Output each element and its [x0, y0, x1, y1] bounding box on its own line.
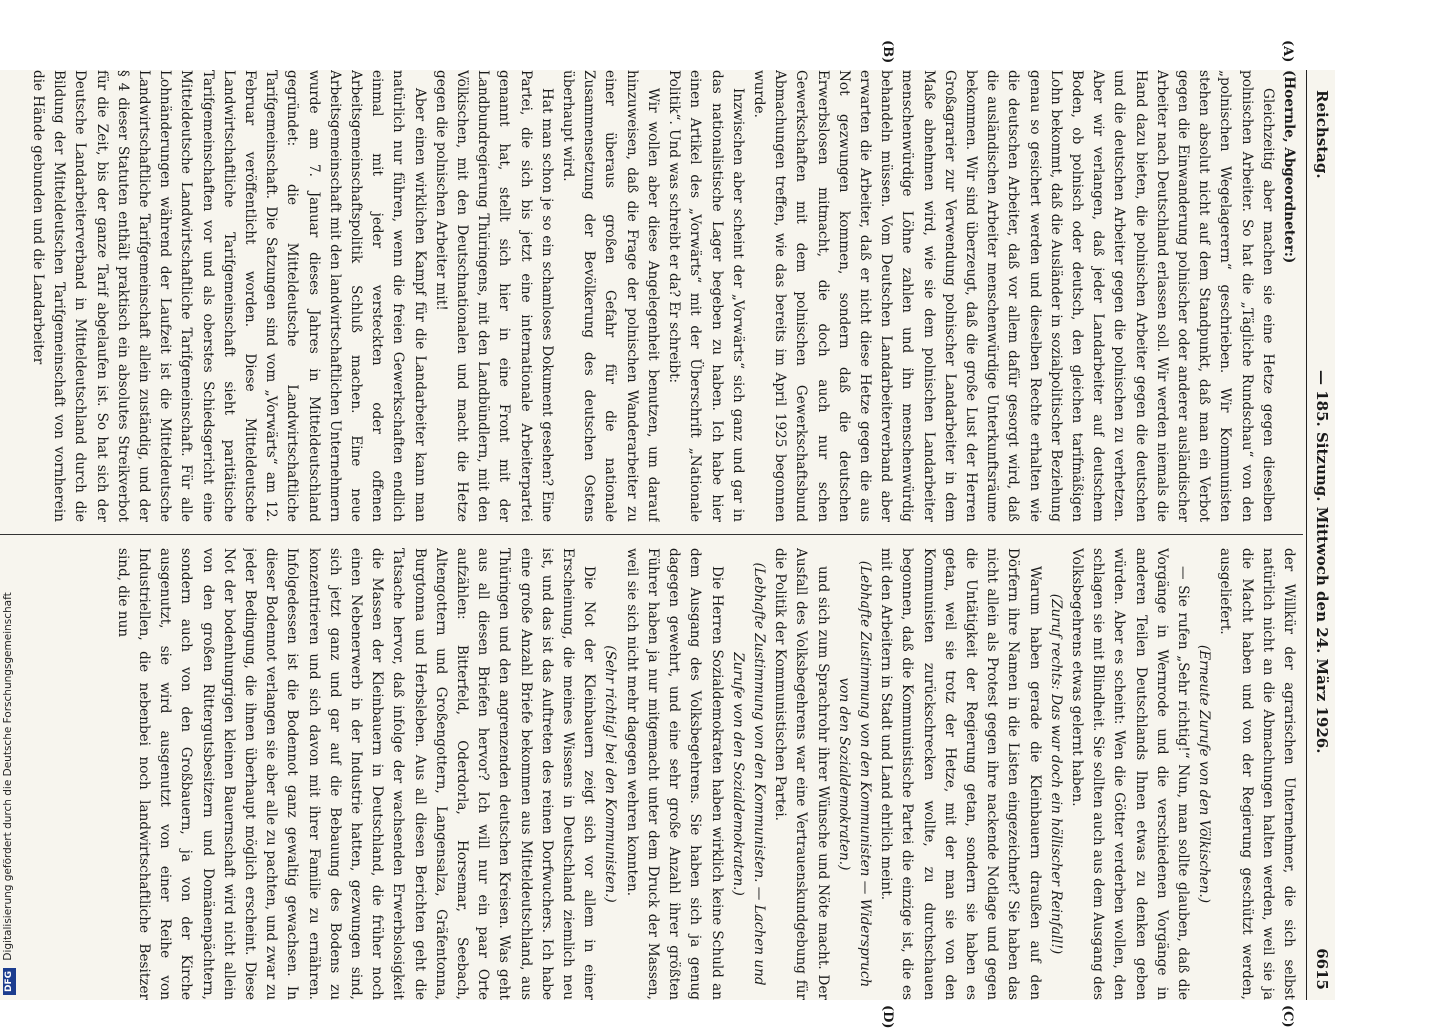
- column-divider: [0, 534, 1303, 535]
- interjection: (Lebhafte Zustimmung von den Kommunisten — Widerspruch von den Sozialdemokraten.): [835, 560, 873, 988]
- paragraph: Gleichzeitig aber machen sie eine Hetze gegen dieselben polnischen Arbeiter. So hat die „Tägliche Rundschau“ von den „polnischen Wegelagerern“ geschrieben. Wir Kommunisten stehen absolut nicht auf dem Standpunkt, daß man ein Verbot gegen die Einwanderung polnischer oder anderer ausländischer Arbeiter nach Deutschland erlassen soll. Wir werden niemals die Hand dazu bieten, die polnischen Arbeiter gegen die deutschen und die deutschen Arbeiter gegen die polnischen zu verhetzen. Aber wir verlangen, daß jeder Landarbeiter auf deutschem Boden, ob polnisch oder deutsch, den gleichen tarifmäßigen Lohn bekommt, daß die Ausländer in sozialpolitischer Beziehung genau so gesichert werden und dieselben Rechte erhalten wie die deutschen Arbeiter, daß vor allem dafür gesorgt wird, daß die ausländischen Arbeiter menschenwürdige Unterkunftsräume bekommen. Wir sind überzeugt, daß die große Lust der Herren Großagrarier zur Verwendung polnischer Landarbeiter in dem Maße abnehmen wird, wie sie dem polnischen Landarbeiter menschenwürdige Löhne zahlen und ihn menschenwürdig behandeln müssen. Vom Deutschen Landarbeiterverband aber erwarten die Arbeiter, daß er nicht diese Hetze gegen die aus Not gezwungen kommen, sondern daß die deutschen Erwerbslosen mitmacht, die doch auch nur schen Gewerkschaften mit dem polnischen Gewerkschaftsbund Abmachungen treffen, wie das bereits im April 1925 begonnen wurde.: [750, 70, 1276, 522]
- paragraph: Warum haben gerade die Kleinbauern draußen auf den Dörfern ihre Namen in die Listen eingezeichnet? Sie haben das nicht allein als Protest gegen ihre nackende Notlage und gegen die Untätigkeit der Regierung getan, sondern sie haben es getan, weil sie trotz der Hetze, mit der man sie von den Kommunisten zurückschrecken wollte, zu durchschauen begonnen, daß die Kommunistische Partei die einzige ist, die es mit den Arbeitern in Stadt und Land ehrlich meint.: [878, 548, 1043, 1000]
- paragraph: der Willkür der agrarischen Unternehmer, die sich selbst natürlich nicht an die Abmachungen halten werden, weil sie ja die Macht haben und von der Regierung geschützt werden, ausgeliefert.: [1217, 548, 1297, 1000]
- text-column-left: [0, 70, 1299, 522]
- header-session-date: — 185. Sitzung. Mittwoch den 24. März 1926.: [1313, 370, 1331, 754]
- paragraph: — Sie rufen „Sehr richtig!“ Nun, man sollte glauben, daß die Vorgänge in Wernrode und die verschiedenen Vorgänge in anderen Teilen Deutschlands Ihnen etwas zu denken geben würden. Aber es scheint: Wen die Götter verderben wollen, den schlagen sie mit Blindheit. Sie sollten auch aus dem Ausgang des Volksbegehrens etwas gelernt haben.: [1068, 548, 1191, 1000]
- margin-marker-b: (B): [880, 40, 895, 64]
- paragraph: Aber einen wirklichen Kampf für die Landarbeiter kann man natürlich nur führen, wenn die freien Gewerkschaften endlich einmal mit jeder versteckten oder offenen Arbeitsgemeinschaftspolitik Schluß machen. Eine neue Arbeitsgemeinschaft mit den landwirtschaftlichen Unternehmern wurde am 7. Januar dieses Jahres in Mitteldeutschland gegründet: die Mitteldeutsche Landwirtschaftliche Tarifgemeinschaft. Die Satzungen sind vom „Vorwärts“ am 12. Februar veröffentlicht worden. Diese Mitteldeutsche Landwirtschaftliche Tarifgemeinschaft sieht paritätische Tarifgemeinschaften vor und als oberstes Schiedsgericht eine Mitteldeutsche Landwirtschaftliche Tarifgemeinschaft. Für alle Lohnänderungen während der Laufzeit ist die Mitteldeutsche Landwirtschaftliche Tarifgemeinschaft allein zuständig, und der § 4 dieser Statuten enthält praktisch ein absolutes Streikverbot für die Zeit, bis der ganze Tarif abgelaufen ist. So hat sich der Deutsche Landarbeiterverband in Mitteldeutschland durch die Bildung der Mitteldeutschen Tarifgemeinschaft von vornherein die Hände gebunden und die Landarbeiter: [30, 70, 428, 522]
- page-header: [1306, 70, 1335, 1000]
- header-title: Reichstag.: [1313, 90, 1331, 179]
- interjection: (Zuruf rechts: Das war doch ein höllischer Reinfall!): [1047, 593, 1064, 955]
- margin-marker-c: (C): [1280, 1005, 1295, 1028]
- quote-paragraph: Wir wollen aber diese Angelegenheit benutzen, um darauf hinzuweisen, daß die Frage der polnischen Wanderarbeiter zu einer überaus großen Gefahr für die nationale Zusammensetzung der Bevölkerung des deutschen Ostens überhaupt wird.: [560, 70, 661, 522]
- interjection: (Lebhafte Zustimmung von den Kommunisten. — Lachen und Zurufe von den Sozialdemokraten.): [729, 562, 767, 986]
- digitization-credit: [2, 55, 18, 995]
- paragraph: und sich zum Sprachrohr ihrer Wünsche und Nöte macht. Der Ausfall des Volksbegehrens war eine Vertrauenskundgebung für die Politik der Kommunistischen Partei.: [772, 548, 831, 1000]
- paragraph: Hat man schon je so ein schamloses Dokument gesehen? Eine Partei, die sich bis jetzt eine internationale Arbeiterpartei genannt hat, stellt sich hier in eine Front mit der Landbundregierung Thüringens, mit den Landbündlern, mit den Völkischen, mit den Deutschnationalen und macht die Hetze gegen die polnischen Arbeiter mit!: [432, 70, 555, 522]
- speaker-label: (Hoernle, Abgeordneter:): [1281, 70, 1297, 264]
- paragraph: Die Herren Sozialdemokraten haben wirklich keine Schuld an dem Ausgang des Volksbegehrens. Sie haben sich ja genug dagegen gewehrt, und eine sehr große Anzahl ihrer größten Führer haben ja nur mitgemacht unter dem Druck der Massen, weil sie sich nicht mehr dagegen wehren konnten.: [623, 548, 725, 1000]
- newspaper-page: [0, 40, 1335, 1029]
- text-column-right: [0, 548, 1299, 1000]
- interjection: (Erneute Zurufe von den Völkischen.): [1196, 644, 1213, 904]
- margin-marker-d: (D): [880, 1005, 895, 1029]
- dfg-logo: DFG: [3, 968, 16, 995]
- page-number: 6615: [1313, 948, 1331, 990]
- paragraph: Inzwischen aber scheint der „Vorwärts“ sich ganz und gar in das nationalistische Lager begeben zu haben. Ich habe hier einen Artikel des „Vorwärts“ mit der Überschrift „Nationale Politik“. Und was schreibt er da? Er schreibt:: [666, 70, 746, 522]
- interjection: (Sehr richtig! bei den Kommunisten.): [602, 645, 619, 903]
- credit-text: Digitalisierung gefördert durch die Deutsche Forschungsgemeinschaft: [2, 592, 14, 961]
- paragraph: Die Not der Kleinbauern zeigt sich vor allem in einer Erscheinung, die meines Wissens in Deutschland ziemlich neu ist, und das ist das Auftreten des reinen Dorfwuchers. Ich habe eine große Anzahl Briefe bekommen aus Mitteldeutschland, aus Thüringen und den angrenzenden deutschen Kreisen. Was geht aus all diesen Briefen hervor? Ich will nur ein paar Orte aufzählen: Bitterfeld, Oderdorla, Horsemar, Seebach, Altengottern und Großengottern, Langensalza, Gräfentonna, Burgtonna und Herbsleben. Aus all diesen Berichten geht die Tatsache hervor, daß infolge der wachsenden Erwerbslosigkeit die Massen der Kleinbauern in Deutschland, die früher noch einen Nebenerwerb in der Industrie hatten, gezwungen sind, sich jetzt ganz und gar auf die Bebauung des Bodens zu konzentrieren und sich davon mit ihrer Familie zu ernähren. Infolgedessen ist die Bodennot ganz gewaltig gewachsen. In dieser Bodennot verlangen sie aber alle zu pachten, und zwar zu jeder Bedingung, die ihnen überhaupt möglich erscheint. Diese Not der bodenhungrigen kleinen Bauernschaft wird nicht allein von den großen Rittergutsbesitzern und Domänenpächtern, sondern auch von den Großbauern, ja von der Kirche ausgenutzt, sie wird ausgenutzt von einer Reihe von Industriellen, die nebenbei noch landwirtschaftliche Besitzer sind, die nun: [114, 548, 598, 1000]
- margin-marker-a: (A): [1280, 40, 1295, 63]
